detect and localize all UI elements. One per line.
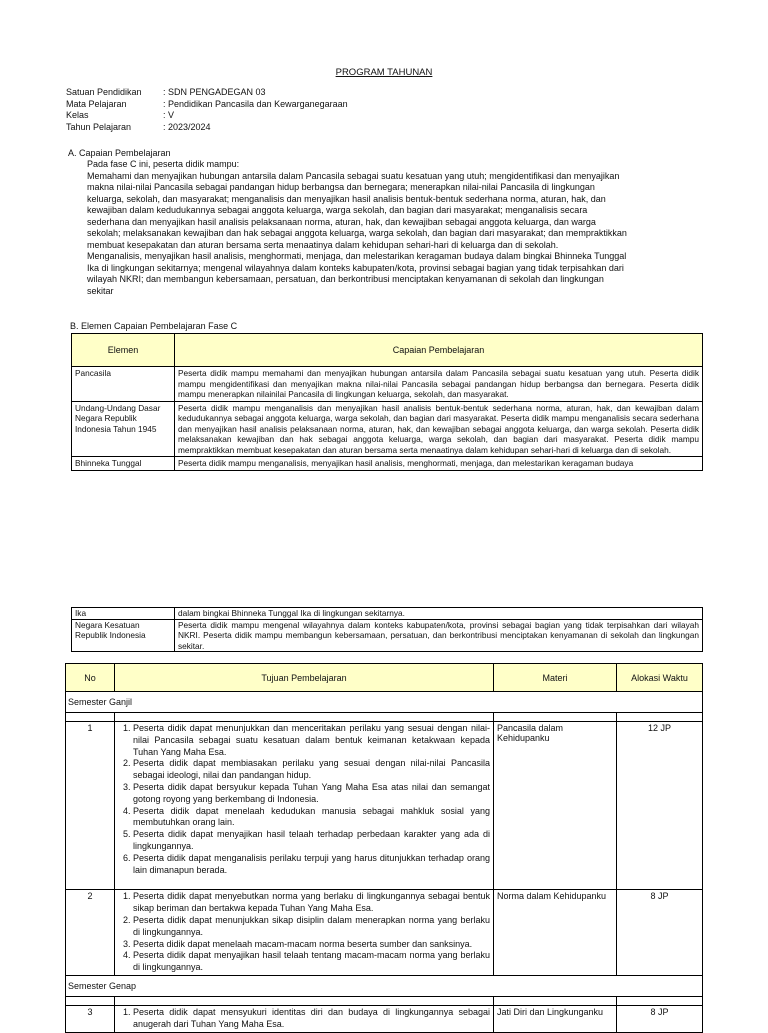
capaian-cell: Peserta didik mampu mengenal wilayahnya dalam konteks kabupaten/kota, provinsi sebagai bagian yang tidak terpisahkan dari wilayah NKRI. Peserta didik mampu membangun kebersamaan, persatuan, dan berkontribusi menciptakan kenyamanan di sekolah dan lingkungan sekitar.: [175, 619, 703, 652]
table-row: [72, 367, 703, 402]
section-a-line: makna nilai-nilai Pancasila sebagai pandangan hidup berbangsa dan bernegara; menerapkan nilai-nilai Pancasila di lingkungan: [87, 182, 595, 192]
materi-cell: Pancasila dalam Kehidupanku: [494, 722, 617, 890]
row-number: 3: [66, 1005, 115, 1032]
section-a-line: Memahami dan menyajikan hubungan antarsila dalam Pancasila sebagai suatu kesatuan yang utuh; mengidentifikasi dan menyajikan: [87, 170, 620, 181]
table-row: [72, 619, 703, 652]
elemen-cell: Undang-Undang Dasar Negara Republik Indonesia Tahun 1945: [72, 401, 175, 457]
alokasi-cell: 8 JP: [617, 890, 703, 976]
materi-cell: Norma dalam Kehidupanku: [494, 890, 617, 976]
semester-row: [66, 692, 703, 713]
identity-row: [66, 110, 348, 122]
tujuan-list: [118, 723, 490, 876]
alokasi-cell: 12 JP: [617, 722, 703, 890]
table-row: [72, 457, 703, 471]
section-a-text: [87, 159, 699, 297]
list-item: 3. Peserta didik dapat menelaah macam-macam norma beserta sumber dan sanksinya.: [133, 939, 490, 951]
capaian-cell: Peserta didik mampu memahami dan menyajikan hubungan antarsila dalam Pancasila sebagai suatu kesatuan yang utuh. Peserta didik mampu mengidentifikasi dan menyajikan makna nilai-nilai Pancasila sebagai pandangan hidup berbangsa dan bernegara. Peserta didik mampu menerapkan nilainilai Pancasila di lingkungan keluarga, sekolah, dan masyarakat.: [175, 367, 703, 402]
table-row: [72, 401, 703, 457]
section-a-line: membuat kesepakatan dan aturan bersama serta menaatinya dalam kehidupan sehari-hari di keluarga dan di sekolah.: [87, 239, 559, 250]
identity-label: Tahun Pelajaran: [66, 121, 132, 132]
section-a-intro: Pada fase C ini, peserta didik mampu:: [87, 159, 240, 169]
materi-cell: Jati Diri dan Lingkunganku: [494, 1005, 617, 1032]
row-number: 2: [66, 890, 115, 976]
identity-value: : V: [163, 110, 175, 120]
row-number: 1: [66, 722, 115, 890]
section-a-line: wilayah NKRI; dan membangun kebersamaan, persatuan, dan berkontribusi menciptakan kenyamanan di sekolah dan lingkungan: [87, 274, 604, 284]
plan-table: [65, 663, 703, 1033]
capaian-cell: Peserta didik mampu menganalisis dan menyajikan hasil analisis bentuk-bentuk sederhana norma, aturan, hak, dan kewajiban dalam kedudukannya sebagai anggota keluarga, warga sekolah, dan bagian dari masyarakat. Peserta didik mampu menganalisis secara sederhana dan menyajikan hasil analisis pelaksanaan norma, aturan, hak, dan kewajiban sebagai anggota keluarga, dan warga sekolah. Peserta didik melaksanakan kewajiban dan hak sebagai anggota keluarga, warga sekolah, dan bagian dari masyarakat. Peserta didik mampu mempraktikkan membuat kesepakatan dan aturan bersama serta menaatinya dalam kehidupan sehari-hari di keluarga dan di sekolah.: [175, 401, 703, 457]
section-b-heading: B. Elemen Capaian Pembelajaran Fase C: [70, 321, 238, 331]
section-a-line: Menganalisis, menyajikan hasil analisis, menghormati, menjaga, dan melestarikan keragaman budaya dalam bingkai Bhinneka Tunggal: [87, 251, 627, 261]
spacer-row: [66, 713, 703, 722]
identity-label: Satuan Pendidikan: [66, 87, 142, 97]
section-a-line: sekolah; melaksanakan kewajiban dan hak sebagai anggota keluarga, warga sekolah, dan bagian dari masyarakat; dan mempraktikkan: [87, 228, 627, 238]
table-row: [72, 608, 703, 620]
tujuan-cell: [115, 890, 494, 976]
identity-row: [66, 122, 348, 134]
semester-ganjil-label: Semester Ganjil: [66, 692, 703, 713]
section-a-line: sekitar: [87, 285, 114, 296]
spacer-row: [66, 996, 703, 1005]
header-no: No: [66, 664, 115, 692]
header-alokasi: Alokasi Waktu: [617, 664, 703, 692]
table-row: [66, 1005, 703, 1032]
list-item: 4. Peserta didik dapat menyajikan hasil telaah tentang macam-macam norma yang berlaku di lingkungannya.: [133, 950, 490, 974]
tujuan-cell: [115, 1005, 494, 1032]
tujuan-cell: [115, 722, 494, 890]
elemen-cell: Bhinneka Tunggal: [72, 457, 175, 471]
elemen-cell: Ika: [72, 608, 175, 620]
table-row: [66, 722, 703, 890]
identity-label: Kelas: [66, 110, 89, 120]
list-item: 6. Peserta didik dapat menganalisis perilaku terpuji yang harus ditunjukkan terhadap orang lain dimanapun berada.: [133, 853, 490, 877]
list-item: 2. Peserta didik dapat membiasakan perilaku yang sesuai dengan nilai-nilai Pancasila sebagai ideologi, nilai dan pandangan hidup.: [133, 758, 490, 782]
list-item: 2. Peserta didik dapat menunjukkan sikap disiplin dalam menerapkan norma yang berlaku di lingkungannya.: [133, 915, 490, 939]
identity-row: [66, 99, 348, 111]
list-item: 1. Peserta didik dapat menyebutkan norma yang berlaku di lingkungannya sebagai bentuk sikap beriman dan bertakwa kepada Tuhan Yang Maha Esa.: [133, 891, 490, 915]
list-item: 1. Peserta didik dapat menunjukkan dan menceritakan perilaku yang sesuai dengan nilai-nilai Pancasila sebagai suatu kesatuan dalam bentuk keimanan ketakwaan kepada Tuhan Yang Maha Esa.: [133, 723, 490, 758]
elemen-cell: Pancasila: [72, 367, 175, 402]
list-item: 1. Peserta didik dapat mensyukuri identitas diri dan budaya di lingkungannya sebagai anugerah dari Tuhan Yang Maha Esa.: [133, 1007, 490, 1031]
identity-value: : Pendidikan Pancasila dan Kewarganegaraan: [163, 98, 348, 109]
semester-row: [66, 975, 703, 996]
tujuan-list: [118, 891, 490, 974]
elemen-table: [71, 333, 703, 471]
document-title: PROGRAM TAHUNAN: [335, 67, 433, 78]
header-capaian: Capaian Pembelajaran: [175, 334, 703, 367]
semester-genap-label: Semester Genap: [66, 975, 703, 996]
identity-row: [66, 87, 348, 99]
elemen-table-continued: [71, 607, 703, 652]
alokasi-cell: 8 JP: [617, 1005, 703, 1032]
identity-value: : SDN PENGADEGAN 03: [163, 87, 266, 97]
section-a-line: sederhana dan menyajikan hasil analisis pelaksanaan norma, aturan, hak, dan kewajiban sebagai anggota keluarga, dan warga: [87, 216, 596, 227]
elemen-table-header: [72, 334, 703, 367]
header-materi: Materi: [494, 664, 617, 692]
elemen-cell: Negara Kesatuan Republik Indonesia: [72, 619, 175, 652]
capaian-cell: dalam bingkai Bhinneka Tunggal Ika di lingkungan sekitarnya.: [175, 608, 703, 620]
tujuan-list: [118, 1007, 490, 1031]
table-row: [66, 890, 703, 976]
header-elemen: Elemen: [72, 334, 175, 367]
section-a-line: keluarga, sekolah, dan masyarakat; menganalisis dan menyajikan hasil analisis bentuk-bentuk sederhana norma, aturan, hak, dan: [87, 193, 606, 204]
list-item: 3. Peserta didik dapat bersyukur kepada Tuhan Yang Maha Esa atas nilai dan semangat gotong royong yang berkembang di Indonesia.: [133, 782, 490, 806]
section-a-line: Ika di lingkungan sekitarnya; mengenal wilayahnya dalam konteks kabupaten/kota, provinsi sebagai bagian yang tidak terpisahkan dari: [87, 262, 624, 273]
identity-value: : 2023/2024: [163, 121, 211, 132]
header-tujuan: Tujuan Pembelajaran: [115, 664, 494, 692]
identity-block: [66, 87, 348, 133]
capaian-cell: Peserta didik mampu menganalisis, menyajikan hasil analisis, menghormati, menjaga, dan melestarikan keragaman budaya: [175, 457, 703, 471]
section-a-heading: A. Capaian Pembelajaran: [68, 148, 171, 158]
plan-table-header: [66, 664, 703, 692]
list-item: 5. Peserta didik dapat menyajikan hasil telaah terhadap perbedaan karakter yang ada di lingkungannya.: [133, 829, 490, 853]
section-a-line: kewajiban dalam kedudukannya sebagai anggota keluarga, warga sekolah, dan bagian dari masyarakat; menganalisis secara: [87, 205, 588, 215]
identity-label: Mata Pelajaran: [66, 98, 127, 109]
list-item: 4. Peserta didik dapat menelaah kedudukan manusia sebagai mahkluk sosial yang membutuhkan orang lain.: [133, 806, 490, 830]
